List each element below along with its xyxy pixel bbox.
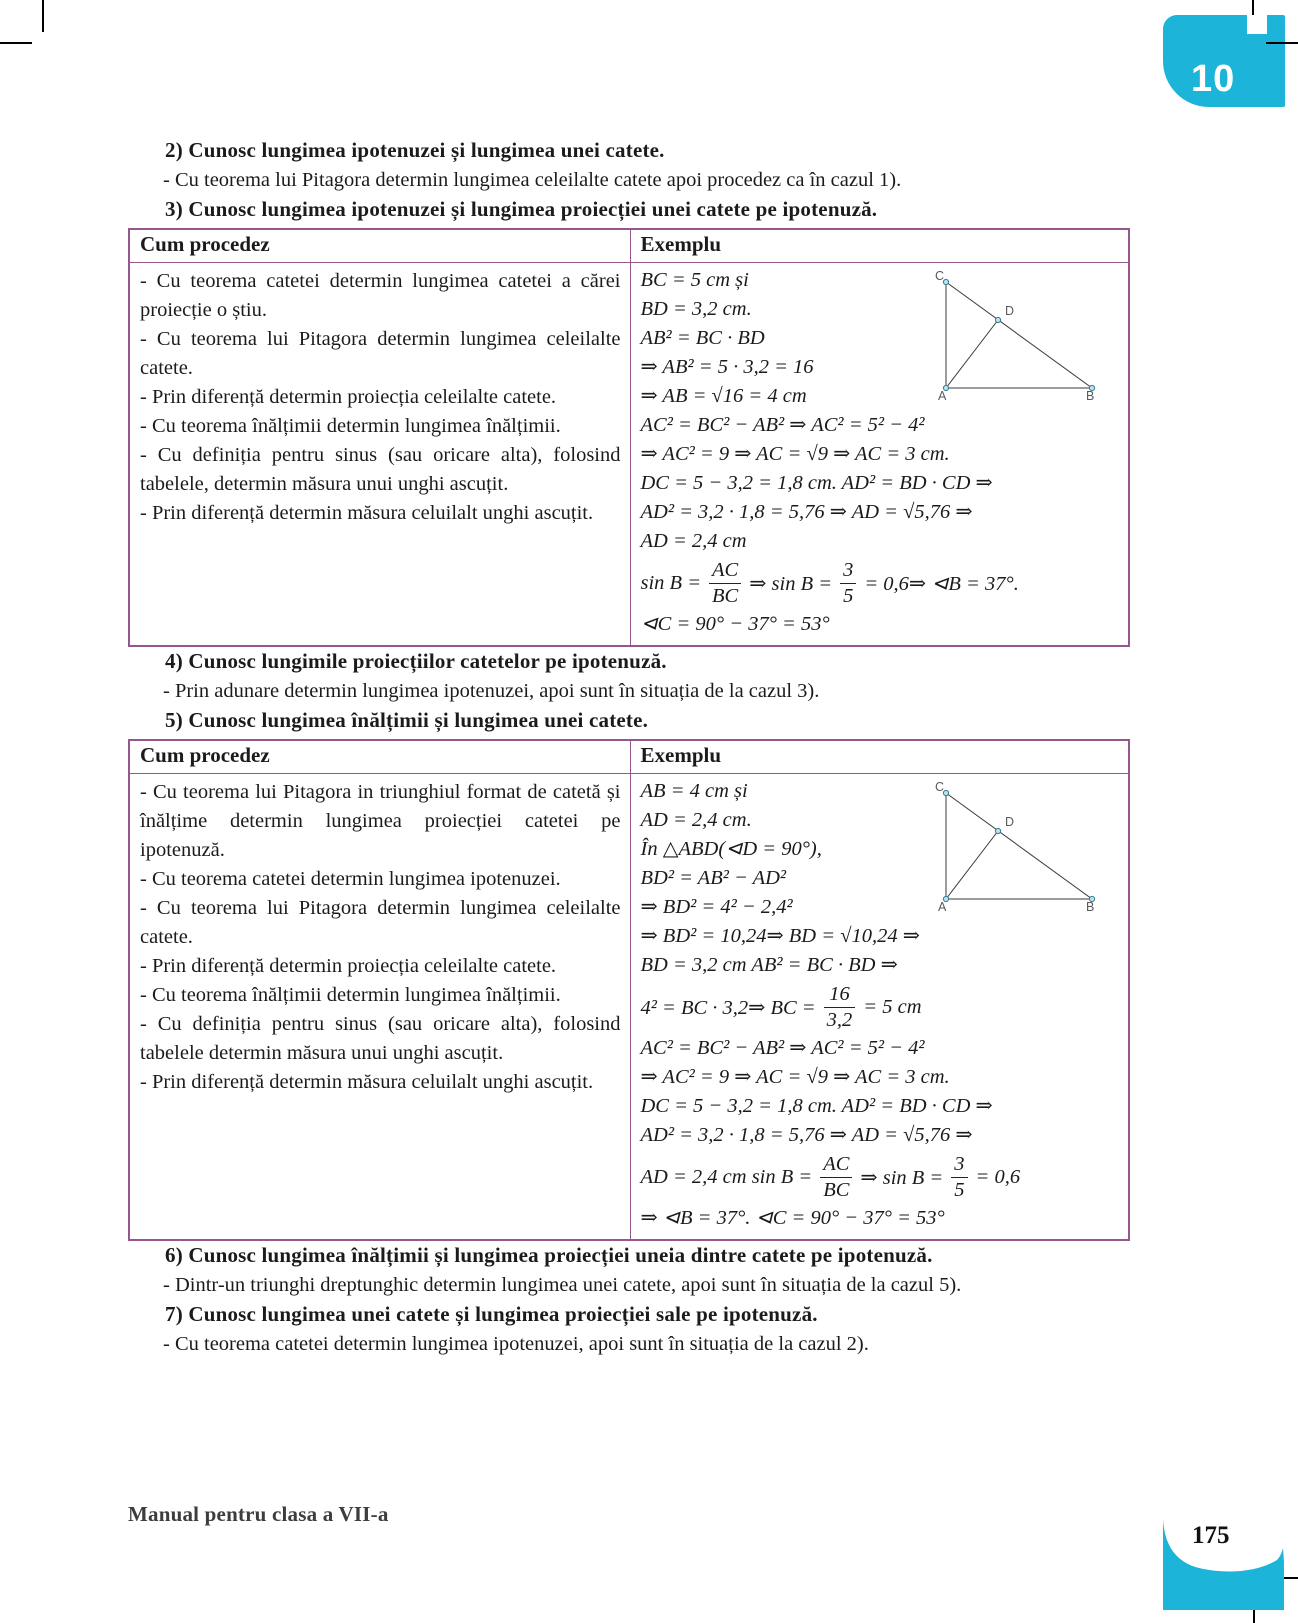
- section-4-body: - Prin adunare determin lungimea ipotenuzei, apoi sunt în situația de la cazul 3).: [163, 680, 820, 702]
- fraction: $\frac{3}{5}$: [840, 558, 856, 609]
- bottom-wave-shape: [1163, 1518, 1285, 1610]
- section-5-heading: 5) Cunosc lungimea înălțimii și lungimea unei catete.: [165, 708, 649, 732]
- section-7-body: - Cu teorema catetei determin lungimea ipotenuzei, apoi sunt în situația de la cazul 2).: [163, 1333, 869, 1355]
- table-header-row: [129, 229, 1129, 263]
- column-header-example: Exemplu: [630, 740, 1129, 774]
- math-line-sine: AD = 2,4 cm sin B = $\frac{AC}{BC}$ ⇒ sin B = $\frac{3}{5}$ = 0,6: [640, 1152, 1021, 1201]
- right-triangle-diagram: [934, 781, 1104, 911]
- math-line: BD = 3,2 cm.: [640, 298, 752, 320]
- crop-mark-top-left-h: [0, 42, 32, 44]
- math-line: În △ABD(⊲D = 90°),: [640, 838, 822, 860]
- right-triangle-diagram: [934, 270, 1104, 400]
- section-2-heading: 2) Cunosc lungimea ipotenuzei și lungimea unei catete.: [165, 138, 665, 162]
- section-2-body: - Cu teorema lui Pitagora determin lungimea celeilalte catete apoi procedez ca în cazul 1).: [163, 169, 902, 191]
- math-line: ⊲C = 90° − 37° = 53°: [640, 613, 830, 635]
- section-6-body: - Dintr-un triunghi dreptunghic determin lungimea unei catete, apoi sunt în situația de la cazul 5).: [163, 1274, 962, 1296]
- procedure-step: - Cu teorema catetei determin lungimea catetei a cărei proiecție o știu.: [140, 270, 621, 321]
- vertex-label-c: C: [935, 270, 945, 283]
- math-line: BC = 5 cm și: [640, 269, 749, 291]
- fraction: $\frac{AC}{BC}$: [820, 1152, 852, 1203]
- case-5-table: [128, 739, 1130, 1241]
- example-cell: [630, 263, 1129, 647]
- math-line: AB² = BC · BD: [640, 327, 765, 349]
- fraction: $\frac{3}{5}$: [951, 1152, 967, 1203]
- vertex-label-a: A: [938, 900, 947, 911]
- vertex-label-d: D: [1005, 815, 1015, 829]
- procedure-step: - Cu teorema catetei determin lungimea ipotenuzei.: [140, 868, 561, 890]
- procedure-step: - Cu teorema lui Pitagora in triunghiul format de catetă și înălțime determin lungimea proiecției catetei pe ipotenuză.: [140, 781, 621, 861]
- vertex-label-a: A: [938, 389, 947, 400]
- column-header-procedure: Cum procedez: [129, 740, 630, 774]
- math-line: ⇒ BD² = 4² − 2,4²: [640, 896, 793, 918]
- procedure-step: - Prin diferență determin măsura celuilalt unghi ascuțit.: [140, 1071, 594, 1093]
- section-4-heading: 4) Cunosc lungimile proiecțiilor catetelor pe ipotenuză.: [165, 649, 667, 673]
- math-line: ⇒ AC² = 9 ⇒ AC = √9 ⇒ AC = 3 cm.: [640, 1066, 950, 1088]
- footer-book-title: Manual pentru clasa a VII-a: [128, 1502, 389, 1526]
- example-cell: [630, 774, 1129, 1241]
- column-header-procedure: Cum procedez: [129, 229, 630, 263]
- table-row: [129, 774, 1129, 1241]
- math-line: DC = 5 − 3,2 = 1,8 cm. AD² = BD · CD ⇒: [640, 1095, 993, 1117]
- math-line: ⇒ BD² = 10,24⇒ BD = √10,24 ⇒: [640, 925, 920, 947]
- math-line: AC² = BC² − AB² ⇒ AC² = 5² − 4²: [640, 414, 925, 436]
- procedure-cell: [129, 774, 630, 1241]
- chapter-number: 10: [1191, 58, 1236, 100]
- math-line: AD² = 3,2 · 1,8 = 5,76 ⇒ AD = √5,76 ⇒: [640, 1124, 973, 1146]
- procedure-step: - Cu teorema înălțimii determin lungimea înălțimii.: [140, 984, 561, 1006]
- math-line: BD² = AB² − AD²: [640, 867, 787, 889]
- procedure-step: - Cu teorema lui Pitagora determin lungimea celeilalte catete.: [140, 328, 621, 379]
- math-line: AD² = 3,2 · 1,8 = 5,76 ⇒ AD = √5,76 ⇒: [640, 501, 973, 523]
- vertex-label-b: B: [1086, 900, 1095, 911]
- procedure-step: - Cu definiția pentru sinus (sau oricare alta), folosind tabelele determin măsura unui unghi ascuțit.: [140, 1013, 621, 1064]
- fraction: $\frac{AC}{BC}$: [709, 558, 741, 609]
- math-line: ⇒ AB = √16 = 4 cm: [640, 385, 807, 407]
- procedure-step: - Cu definiția pentru sinus (sau oricare alta), folosind tabelele, determin măsura unui unghi ascuțit.: [140, 444, 621, 495]
- math-line: ⇒ ⊲B = 37°. ⊲C = 90° − 37° = 53°: [640, 1207, 945, 1229]
- vertex-label-b: B: [1086, 389, 1095, 400]
- case-3-table: [128, 228, 1130, 647]
- section-6-heading: 6) Cunosc lungimea înălțimii și lungimea proiecției uneia dintre catete pe ipotenuză.: [165, 1243, 933, 1267]
- page-number: 175: [1192, 1522, 1230, 1549]
- math-line: DC = 5 − 3,2 = 1,8 cm. AD² = BD · CD ⇒: [640, 472, 993, 494]
- math-line-sine: sin B = $\frac{AC}{BC}$ ⇒ sin B = $\frac{3}{5}$ = 0,6⇒ ⊲B = 37°.: [640, 558, 1019, 607]
- math-line: AD = 2,4 cm: [640, 530, 747, 552]
- math-line: AC² = BC² − AB² ⇒ AC² = 5² − 4²: [640, 1037, 925, 1059]
- section-3-heading: 3) Cunosc lungimea ipotenuzei și lungimea proiecției unei catete pe ipotenuză.: [165, 197, 878, 221]
- table-header-row: [129, 740, 1129, 774]
- math-line: ⇒ AB² = 5 · 3,2 = 16: [640, 356, 814, 378]
- vertex-label-d: D: [1005, 304, 1015, 318]
- section-7-heading: 7) Cunosc lungimea unei catete și lungimea proiecției sale pe ipotenuză.: [165, 1302, 818, 1326]
- procedure-step: - Prin diferență determin proiecția celeilalte catete.: [140, 955, 557, 977]
- procedure-step: - Prin diferență determin măsura celuilalt unghi ascuțit.: [140, 502, 594, 524]
- math-line-bc: 4² = BC · 3,2⇒ BC = $\frac{16}{3,2}$ = 5 cm: [640, 982, 922, 1031]
- table-row: [129, 263, 1129, 647]
- math-line: BD = 3,2 cm AB² = BC · BD ⇒: [640, 954, 898, 976]
- procedure-step: - Cu teorema lui Pitagora determin lungimea celeilalte catete.: [140, 897, 621, 948]
- crop-mark-top-left-v: [42, 0, 44, 32]
- procedure-step: - Cu teorema înălțimii determin lungimea înălțimii.: [140, 415, 561, 437]
- crop-mark-top-right-h: [1266, 42, 1298, 44]
- vertex-label-c: C: [935, 781, 945, 794]
- chapter-tab-notch: [1247, 15, 1267, 34]
- math-line: AD = 2,4 cm.: [640, 809, 752, 831]
- math-line: ⇒ AC² = 9 ⇒ AC = √9 ⇒ AC = 3 cm.: [640, 443, 950, 465]
- procedure-step: - Prin diferență determin proiecția celeilalte catete.: [140, 386, 557, 408]
- fraction: $\frac{16}{3,2}$: [824, 982, 856, 1033]
- math-line: AB = 4 cm și: [640, 780, 748, 802]
- procedure-cell: [129, 263, 630, 647]
- column-header-example: Exemplu: [630, 229, 1129, 263]
